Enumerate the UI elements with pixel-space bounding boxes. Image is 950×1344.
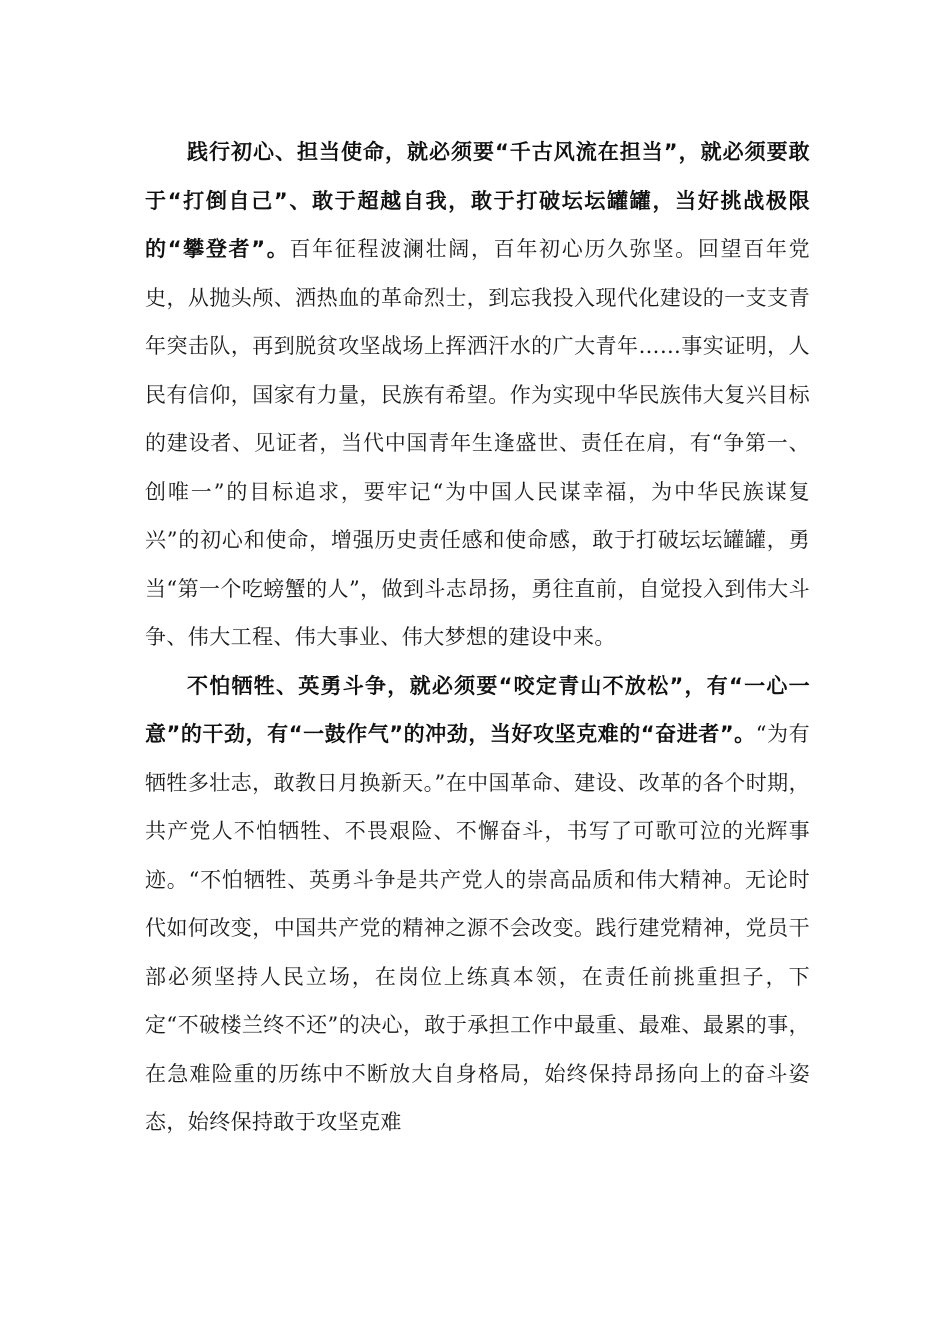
paragraph-2-body: “为有牺牲多壮志，敢教日月换新天。”在中国革命、建设、改革的各个时期，共产党人不怕牺牲、不畏艰险、不懈奋斗，书写了可歌可泣的光辉事迹。“不怕牺牲、英勇斗争是共产党人的崇高品质和伟大精神。无论时代如何改变，中国共产党的精神之源不会改变。践行建党精神，党员干部必须坚持人民立场，在岗位上练真本领，在责任前挑重担子，下定“不破楼兰终不还”的决心，敢于承担工作中最重、最难、最累的事，在急难险重的历练中不断放大自身格局，始终保持昂扬向上的奋斗姿态，始终保持敢于攻坚克难 bbox=[145, 722, 811, 1134]
paragraph-2 bbox=[145, 662, 810, 1147]
paragraph-2-lead: 不怕牺牲、英勇斗争，就必须要“咬定青山不放松”，有“一心一意”的干劲，有“一鼓作气”的冲劲，当好攻坚克难的“奋进者”。 bbox=[145, 673, 810, 746]
paragraph-1-lead: 践行初心、担当使命，就必须要“千古风流在担当”，就必须要敢于“打倒自己”、敢于超越自我，敢于打破坛坛罐罐，当好挑战极限的“攀登者”。 bbox=[145, 140, 810, 261]
paragraph-1 bbox=[145, 128, 810, 662]
document-body bbox=[145, 128, 810, 1147]
paragraph-1-body: 百年征程波澜壮阔，百年初心历久弥坚。回望百年党史，从抛头颅、洒热血的革命烈士，到忘我投入现代化建设的一支支青年突击队，再到脱贫攻坚战场上挥洒汗水的广大青年……事实证明，人民有信仰，国家有力量，民族有希望。作为实现中华民族伟大复兴目标的建设者、见证者，当代中国青年生逢盛世、责任在肩，有“争第一、创唯一”的目标追求，要牢记“为中国人民谋幸福，为中华民族谋复兴”的初心和使命，增强历史责任感和使命感，敢于打破坛坛罐罐，勇当“第一个吃螃蟹的人”，做到斗志昂扬，勇往直前，自觉投入到伟大斗争、伟大工程、伟大事业、伟大梦想的建设中来。 bbox=[145, 237, 811, 649]
